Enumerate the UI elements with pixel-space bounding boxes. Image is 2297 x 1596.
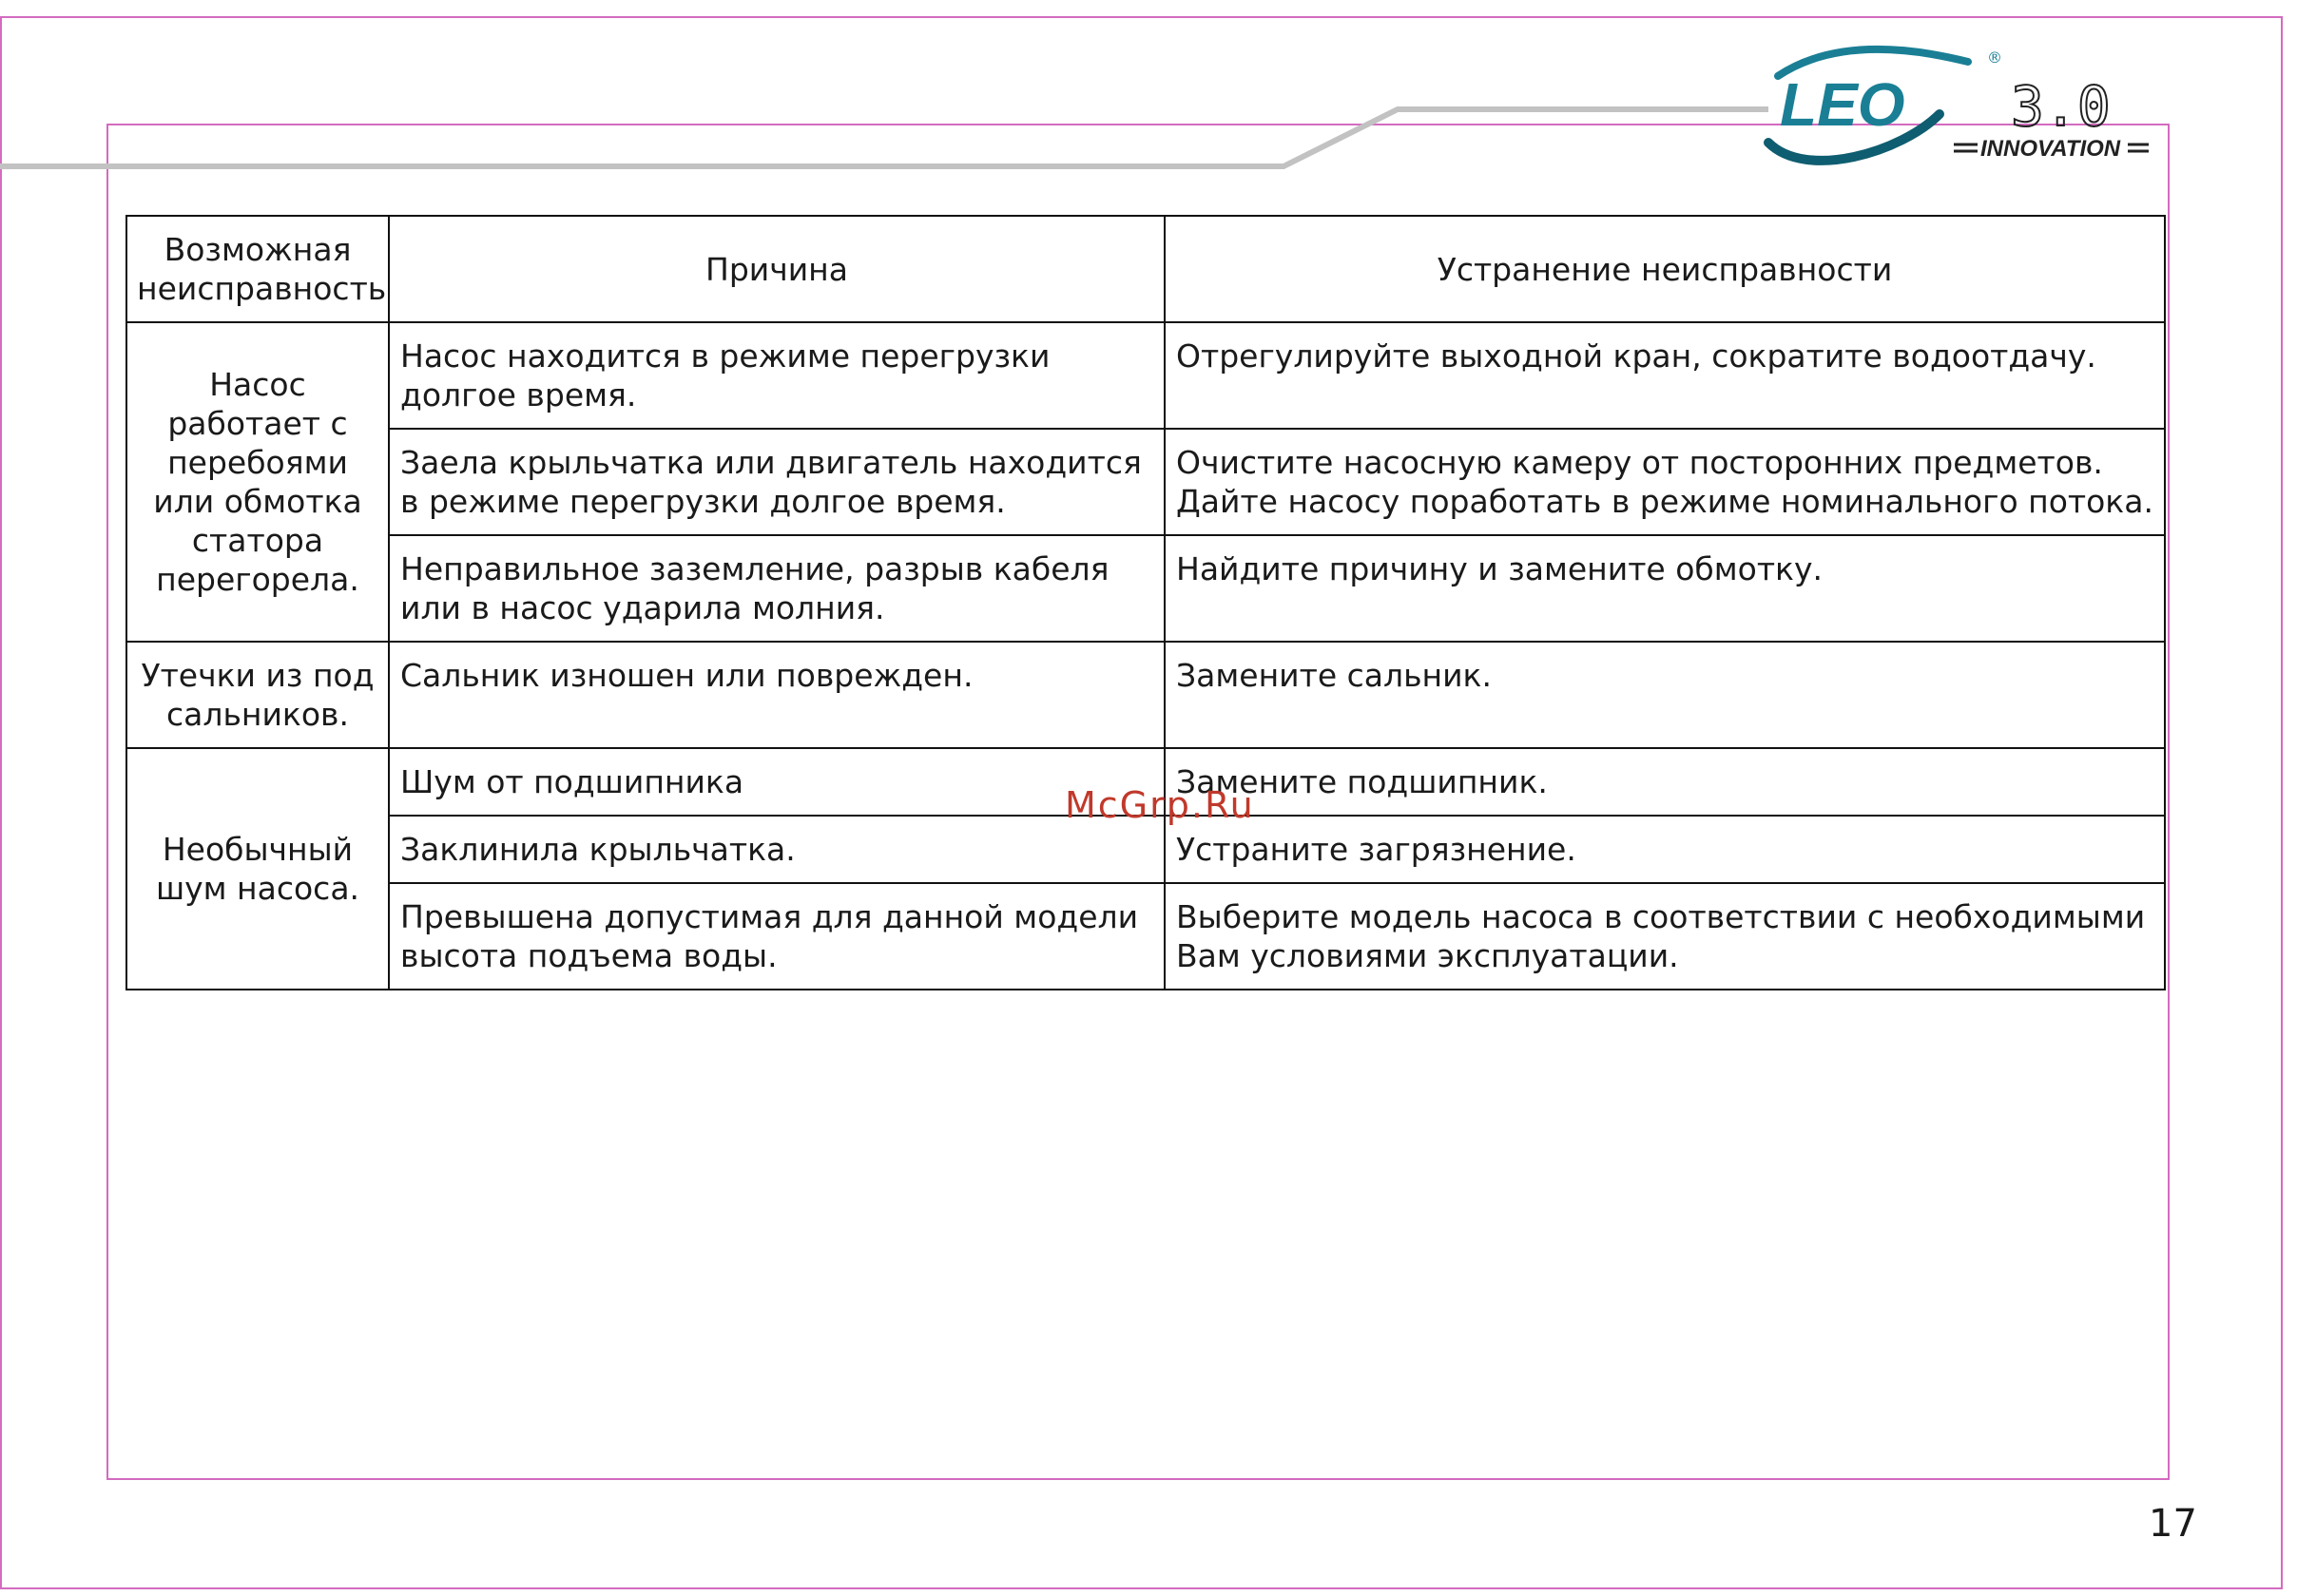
fault-cell: Необычный шум насоса. bbox=[126, 748, 389, 990]
table-header-row bbox=[126, 216, 2165, 322]
logo-text: LEO bbox=[1780, 70, 1905, 139]
fault-cell: Насос работает с перебоями или обмотка статора перегорела. bbox=[126, 322, 389, 642]
cause-cell: Заела крыльчатка или двигатель находится в режиме перегрузки долгое время. bbox=[389, 429, 1165, 535]
table-row bbox=[126, 535, 2165, 642]
fix-cell: Очистите насосную камеру от посторонних предметов. Дайте насосу поработать в режиме номинального потока. bbox=[1165, 429, 2165, 535]
page-number: 17 bbox=[2149, 1502, 2197, 1546]
fix-cell: Отрегулируйте выходной кран, сократите водоотдачу. bbox=[1165, 322, 2165, 429]
fix-cell: Устраните загрязнение. bbox=[1165, 816, 2165, 883]
header-fix: Устранение неисправности bbox=[1165, 216, 2165, 322]
cause-cell: Шум от подшипника bbox=[389, 748, 1165, 816]
header-fault: Возможная неисправность bbox=[126, 216, 389, 322]
fault-cell: Утечки из под сальников. bbox=[126, 642, 389, 748]
cause-cell: Неправильное заземление, разрыв кабеля или в насос ударила молния. bbox=[389, 535, 1165, 642]
logo-version: 3.0 bbox=[2011, 74, 2111, 139]
cause-cell: Превышена допустимая для данной модели высота подъема воды. bbox=[389, 883, 1165, 990]
fix-cell: Найдите причину и замените обмотку. bbox=[1165, 535, 2165, 642]
table-row bbox=[126, 429, 2165, 535]
table-row bbox=[126, 322, 2165, 429]
header-decorative-line bbox=[0, 0, 1806, 181]
cause-cell: Заклинила крыльчатка. bbox=[389, 816, 1165, 883]
logo-tagline: INNOVATION bbox=[1980, 136, 2121, 162]
fix-cell: Замените подшипник. bbox=[1165, 748, 2165, 816]
cause-cell: Сальник изношен или поврежден. bbox=[389, 642, 1165, 748]
table-row bbox=[126, 642, 2165, 748]
leo-logo bbox=[1749, 38, 2177, 171]
cause-cell: Насос находится в режиме перегрузки долгое время. bbox=[389, 322, 1165, 429]
registered-mark: ® bbox=[1987, 48, 2002, 67]
table-row bbox=[126, 883, 2165, 990]
watermark: McGrp.Ru bbox=[1065, 784, 1255, 826]
troubleshooting-table bbox=[125, 215, 2166, 990]
fix-cell: Выберите модель насоса в соответствии с необходимыми Вам условиями эксплуатации. bbox=[1165, 883, 2165, 990]
header-cause: Причина bbox=[389, 216, 1165, 322]
fix-cell: Замените сальник. bbox=[1165, 642, 2165, 748]
